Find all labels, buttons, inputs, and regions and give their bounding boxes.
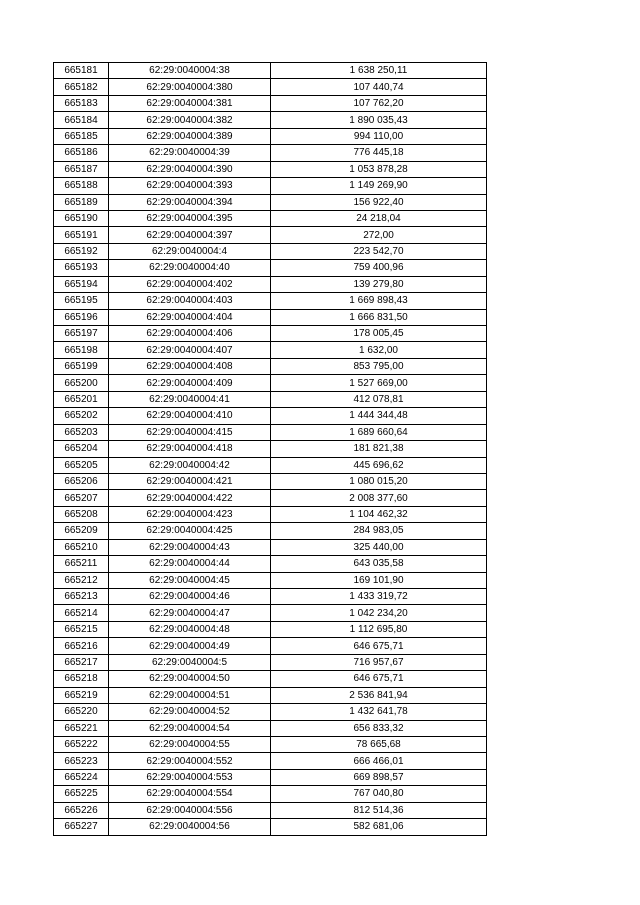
cadastral-value-cell: 24 218,04	[271, 210, 487, 226]
cadastral-number-cell: 62:29:0040004:404	[109, 309, 271, 325]
cadastral-value-cell: 107 762,20	[271, 95, 487, 111]
cadastral-value-cell: 178 005,45	[271, 326, 487, 342]
cadastral-value-cell: 78 665,68	[271, 736, 487, 752]
row-number-cell: 665183	[54, 95, 109, 111]
row-number-cell: 665212	[54, 572, 109, 588]
row-number-cell: 665207	[54, 490, 109, 506]
table-row	[54, 638, 487, 654]
row-number-cell: 665197	[54, 326, 109, 342]
cadastral-value-cell: 1 669 898,43	[271, 293, 487, 309]
table-row	[54, 227, 487, 243]
table-row	[54, 161, 487, 177]
cadastral-value-cell: 1 433 319,72	[271, 589, 487, 605]
table-row	[54, 276, 487, 292]
cadastral-number-cell: 62:29:0040004:41	[109, 391, 271, 407]
cadastral-number-cell: 62:29:0040004:46	[109, 589, 271, 605]
table-row	[54, 506, 487, 522]
cadastral-value-cell: 445 696,62	[271, 457, 487, 473]
cadastral-number-cell: 62:29:0040004:409	[109, 375, 271, 391]
cadastral-number-cell: 62:29:0040004:381	[109, 95, 271, 111]
row-number-cell: 665206	[54, 473, 109, 489]
cadastral-number-cell: 62:29:0040004:43	[109, 539, 271, 555]
table-row	[54, 424, 487, 440]
cadastral-number-cell: 62:29:0040004:44	[109, 556, 271, 572]
row-number-cell: 665203	[54, 424, 109, 440]
cadastral-value-cell: 156 922,40	[271, 194, 487, 210]
row-number-cell: 665204	[54, 441, 109, 457]
cadastral-value-cell: 1 053 878,28	[271, 161, 487, 177]
row-number-cell: 665220	[54, 704, 109, 720]
table-row	[54, 621, 487, 637]
row-number-cell: 665181	[54, 63, 109, 79]
table-row	[54, 342, 487, 358]
cadastral-number-cell: 62:29:0040004:407	[109, 342, 271, 358]
cadastral-number-cell: 62:29:0040004:423	[109, 506, 271, 522]
cadastral-value-cell: 646 675,71	[271, 638, 487, 654]
table-row	[54, 326, 487, 342]
cadastral-value-cell: 666 466,01	[271, 753, 487, 769]
cadastral-value-cell: 994 110,00	[271, 128, 487, 144]
cadastral-value-cell: 2 008 377,60	[271, 490, 487, 506]
cadastral-value-cell: 1 632,00	[271, 342, 487, 358]
cadastral-number-cell: 62:29:0040004:410	[109, 408, 271, 424]
cadastral-number-cell: 62:29:0040004:42	[109, 457, 271, 473]
table-row	[54, 95, 487, 111]
table-row	[54, 145, 487, 161]
table-row	[54, 243, 487, 259]
cadastral-value-cell: 853 795,00	[271, 358, 487, 374]
cadastral-number-cell: 62:29:0040004:54	[109, 720, 271, 736]
cadastral-value-cell: 767 040,80	[271, 786, 487, 802]
cadastral-number-cell: 62:29:0040004:406	[109, 326, 271, 342]
cadastral-value-cell: 1 080 015,20	[271, 473, 487, 489]
row-number-cell: 665189	[54, 194, 109, 210]
table-row	[54, 309, 487, 325]
table-row	[54, 63, 487, 79]
table-row	[54, 358, 487, 374]
row-number-cell: 665226	[54, 802, 109, 818]
row-number-cell: 665209	[54, 523, 109, 539]
cadastral-number-cell: 62:29:0040004:390	[109, 161, 271, 177]
cadastral-number-cell: 62:29:0040004:553	[109, 769, 271, 785]
cadastral-value-cell: 139 279,80	[271, 276, 487, 292]
cadastral-number-cell: 62:29:0040004:418	[109, 441, 271, 457]
table-row	[54, 605, 487, 621]
row-number-cell: 665193	[54, 260, 109, 276]
row-number-cell: 665194	[54, 276, 109, 292]
row-number-cell: 665182	[54, 79, 109, 95]
table-row	[54, 210, 487, 226]
cadastral-number-cell: 62:29:0040004:38	[109, 63, 271, 79]
cadastral-number-cell: 62:29:0040004:554	[109, 786, 271, 802]
cadastral-value-cell: 169 101,90	[271, 572, 487, 588]
row-number-cell: 665221	[54, 720, 109, 736]
table-row	[54, 802, 487, 818]
row-number-cell: 665218	[54, 671, 109, 687]
table-row	[54, 589, 487, 605]
row-number-cell: 665186	[54, 145, 109, 161]
row-number-cell: 665213	[54, 589, 109, 605]
cadastral-number-cell: 62:29:0040004:394	[109, 194, 271, 210]
table-row	[54, 572, 487, 588]
cadastral-value-cell: 1 527 669,00	[271, 375, 487, 391]
cadastral-value-cell: 272,00	[271, 227, 487, 243]
cadastral-number-cell: 62:29:0040004:52	[109, 704, 271, 720]
cadastral-number-cell: 62:29:0040004:397	[109, 227, 271, 243]
row-number-cell: 665219	[54, 687, 109, 703]
row-number-cell: 665211	[54, 556, 109, 572]
table-row	[54, 786, 487, 802]
cadastral-value-cell: 582 681,06	[271, 819, 487, 835]
cadastral-number-cell: 62:29:0040004:556	[109, 802, 271, 818]
table-row	[54, 128, 487, 144]
row-number-cell: 665201	[54, 391, 109, 407]
cadastral-value-cell: 656 833,32	[271, 720, 487, 736]
table-row	[54, 112, 487, 128]
cadastral-number-cell: 62:29:0040004:47	[109, 605, 271, 621]
table-row	[54, 753, 487, 769]
row-number-cell: 665202	[54, 408, 109, 424]
cadastral-value-cell: 1 149 269,90	[271, 178, 487, 194]
table-row	[54, 769, 487, 785]
cadastral-number-cell: 62:29:0040004:422	[109, 490, 271, 506]
cadastral-number-cell: 62:29:0040004:55	[109, 736, 271, 752]
cadastral-value-cell: 1 666 831,50	[271, 309, 487, 325]
table-row	[54, 490, 487, 506]
table-row	[54, 671, 487, 687]
cadastral-number-cell: 62:29:0040004:403	[109, 293, 271, 309]
cadastral-number-cell: 62:29:0040004:40	[109, 260, 271, 276]
cadastral-number-cell: 62:29:0040004:382	[109, 112, 271, 128]
row-number-cell: 665227	[54, 819, 109, 835]
row-number-cell: 665205	[54, 457, 109, 473]
table-row	[54, 375, 487, 391]
row-number-cell: 665224	[54, 769, 109, 785]
cadastral-value-cell: 646 675,71	[271, 671, 487, 687]
cadastral-value-cell: 776 445,18	[271, 145, 487, 161]
table-row	[54, 194, 487, 210]
cadastral-number-cell: 62:29:0040004:425	[109, 523, 271, 539]
table-row	[54, 408, 487, 424]
cadastral-number-cell: 62:29:0040004:45	[109, 572, 271, 588]
cadastral-value-cell: 759 400,96	[271, 260, 487, 276]
cadastral-number-cell: 62:29:0040004:48	[109, 621, 271, 637]
cadastral-number-cell: 62:29:0040004:402	[109, 276, 271, 292]
row-number-cell: 665214	[54, 605, 109, 621]
cadastral-number-cell: 62:29:0040004:49	[109, 638, 271, 654]
cadastral-number-cell: 62:29:0040004:395	[109, 210, 271, 226]
cadastral-value-cell: 812 514,36	[271, 802, 487, 818]
table-row	[54, 654, 487, 670]
row-number-cell: 665185	[54, 128, 109, 144]
cadastral-number-cell: 62:29:0040004:421	[109, 473, 271, 489]
table-row	[54, 819, 487, 835]
cadastral-value-cell: 1 638 250,11	[271, 63, 487, 79]
cadastral-number-cell: 62:29:0040004:380	[109, 79, 271, 95]
row-number-cell: 665184	[54, 112, 109, 128]
row-number-cell: 665223	[54, 753, 109, 769]
table-row	[54, 178, 487, 194]
row-number-cell: 665199	[54, 358, 109, 374]
table-row	[54, 473, 487, 489]
table-row	[54, 736, 487, 752]
table-row	[54, 260, 487, 276]
row-number-cell: 665215	[54, 621, 109, 637]
row-number-cell: 665191	[54, 227, 109, 243]
row-number-cell: 665198	[54, 342, 109, 358]
row-number-cell: 665190	[54, 210, 109, 226]
cadastral-value-cell: 1 432 641,78	[271, 704, 487, 720]
cadastral-number-cell: 62:29:0040004:393	[109, 178, 271, 194]
row-number-cell: 665216	[54, 638, 109, 654]
cadastral-value-cell: 223 542,70	[271, 243, 487, 259]
cadastral-value-cell: 284 983,05	[271, 523, 487, 539]
row-number-cell: 665217	[54, 654, 109, 670]
table-row	[54, 687, 487, 703]
table-row	[54, 293, 487, 309]
cadastral-value-cell: 107 440,74	[271, 79, 487, 95]
cadastral-number-cell: 62:29:0040004:39	[109, 145, 271, 161]
cadastral-value-cell: 181 821,38	[271, 441, 487, 457]
cadastral-value-cell: 1 104 462,32	[271, 506, 487, 522]
cadastral-value-cell: 1 112 695,80	[271, 621, 487, 637]
cadastral-number-cell: 62:29:0040004:56	[109, 819, 271, 835]
table-row	[54, 556, 487, 572]
cadastral-number-cell: 62:29:0040004:389	[109, 128, 271, 144]
row-number-cell: 665196	[54, 309, 109, 325]
table-row	[54, 79, 487, 95]
cadastral-number-cell: 62:29:0040004:4	[109, 243, 271, 259]
cadastral-number-cell: 62:29:0040004:552	[109, 753, 271, 769]
cadastral-number-cell: 62:29:0040004:408	[109, 358, 271, 374]
table-row	[54, 391, 487, 407]
table-row	[54, 720, 487, 736]
row-number-cell: 665210	[54, 539, 109, 555]
row-number-cell: 665225	[54, 786, 109, 802]
cadastral-value-table	[53, 62, 487, 836]
cadastral-value-cell: 669 898,57	[271, 769, 487, 785]
cadastral-value-cell: 1 444 344,48	[271, 408, 487, 424]
row-number-cell: 665188	[54, 178, 109, 194]
cadastral-value-cell: 325 440,00	[271, 539, 487, 555]
row-number-cell: 665208	[54, 506, 109, 522]
cadastral-number-cell: 62:29:0040004:51	[109, 687, 271, 703]
table-row	[54, 523, 487, 539]
row-number-cell: 665187	[54, 161, 109, 177]
cadastral-value-cell: 1 890 035,43	[271, 112, 487, 128]
table-row	[54, 457, 487, 473]
cadastral-value-cell: 412 078,81	[271, 391, 487, 407]
cadastral-number-cell: 62:29:0040004:50	[109, 671, 271, 687]
row-number-cell: 665222	[54, 736, 109, 752]
cadastral-value-cell: 1 689 660,64	[271, 424, 487, 440]
cadastral-value-cell: 716 957,67	[271, 654, 487, 670]
table-body	[54, 63, 487, 836]
row-number-cell: 665192	[54, 243, 109, 259]
table-row	[54, 704, 487, 720]
cadastral-value-cell: 2 536 841,94	[271, 687, 487, 703]
cadastral-number-cell: 62:29:0040004:415	[109, 424, 271, 440]
table-row	[54, 441, 487, 457]
row-number-cell: 665195	[54, 293, 109, 309]
row-number-cell: 665200	[54, 375, 109, 391]
cadastral-number-cell: 62:29:0040004:5	[109, 654, 271, 670]
cadastral-value-cell: 643 035,58	[271, 556, 487, 572]
cadastral-value-cell: 1 042 234,20	[271, 605, 487, 621]
table-row	[54, 539, 487, 555]
